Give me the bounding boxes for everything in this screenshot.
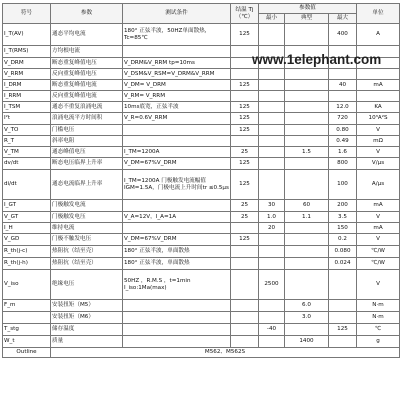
- header-symbol: 符号: [3, 4, 51, 24]
- cell-unit: KA: [357, 102, 400, 113]
- cell-typ: [285, 24, 329, 46]
- cell-unit: ℃/W: [357, 258, 400, 270]
- cell-typ: 3.0: [285, 312, 329, 324]
- cell-param: 断态重复峰值电流: [51, 80, 123, 91]
- table-row: [3, 246, 400, 258]
- cell-tj: [231, 312, 259, 324]
- cell-tj: [231, 300, 259, 312]
- cell-max: [329, 91, 357, 102]
- watermark-text: www.1elephant.com: [252, 52, 382, 67]
- cell-min: [259, 336, 285, 348]
- cell-unit: ℃/W: [357, 246, 400, 258]
- cell-min: [259, 312, 285, 324]
- cell-max: 125: [329, 324, 357, 336]
- cell-param: 热阻抗（结至壳）: [51, 258, 123, 270]
- cell-param: 通态不重复浪涌电流: [51, 102, 123, 113]
- cell-min: [259, 246, 285, 258]
- cell-tj: [231, 223, 259, 234]
- cell-cond: V_DRM&V_RRM tp=10ms: [123, 58, 231, 69]
- cell-unit: g: [357, 336, 400, 348]
- cell-sym: I_T(AV): [3, 24, 51, 46]
- cell-param: 安装扭矩（M5）: [51, 300, 123, 312]
- cell-param: 门极触发电流: [51, 200, 123, 212]
- cell-min: [259, 300, 285, 312]
- cell-tj: [231, 91, 259, 102]
- cell-param: 反向重复峰值电流: [51, 91, 123, 102]
- cell-min: [259, 234, 285, 246]
- cell-param: 反向重复峰值电压: [51, 69, 123, 80]
- cell-unit: mΩ: [357, 136, 400, 147]
- cell-min: [259, 80, 285, 91]
- cell-sym: T_stg: [3, 324, 51, 336]
- cell-sym: di/dt: [3, 170, 51, 200]
- cell-min: [259, 158, 285, 170]
- header-typ: 典型: [285, 14, 329, 24]
- header-values: 参数值: [259, 4, 357, 14]
- cell-sym: R_th(j-h): [3, 258, 51, 270]
- cell-typ: [285, 258, 329, 270]
- cell-cond: 10ms底宽，正弦半波: [123, 102, 231, 113]
- cell-typ: 60: [285, 200, 329, 212]
- cell-typ: 6.0: [285, 300, 329, 312]
- cell-param: 安装扭矩（M6）: [51, 312, 123, 324]
- cell-param: 门极不触发电压: [51, 234, 123, 246]
- cell-unit: [357, 91, 400, 102]
- cell-unit: V: [357, 212, 400, 223]
- cell-typ: [285, 223, 329, 234]
- cell-param: 质量: [51, 336, 123, 348]
- cell-unit: [357, 69, 400, 80]
- cell-tj: [231, 324, 259, 336]
- cell-min: [259, 69, 285, 80]
- cell-sym: R_th(j-c): [3, 246, 51, 258]
- cell-max: [329, 312, 357, 324]
- header-min: 最小: [259, 14, 285, 24]
- cell-cond: [123, 125, 231, 136]
- cell-max: 1.6: [329, 147, 357, 158]
- cell-typ: [285, 324, 329, 336]
- cell-tj: [231, 246, 259, 258]
- cell-tj: 125: [231, 80, 259, 91]
- cell-typ: [285, 125, 329, 136]
- cell-typ: [285, 113, 329, 125]
- table-row: [3, 234, 400, 246]
- cell-cond: [123, 324, 231, 336]
- cell-cond: 180° 正弦半波，单面散热: [123, 246, 231, 258]
- cell-min: [259, 147, 285, 158]
- cell-sym: V_RRM: [3, 69, 51, 80]
- cell-tj: 25: [231, 147, 259, 158]
- table-row: [3, 223, 400, 234]
- table-row: [3, 212, 400, 223]
- cell-sym: V_GD: [3, 234, 51, 246]
- cell-tj: [231, 136, 259, 147]
- cell-sym: W_t: [3, 336, 51, 348]
- cell-min: [259, 258, 285, 270]
- cell-tj: 125: [231, 170, 259, 200]
- cell-sym: F_m: [3, 300, 51, 312]
- cell-param: 浪涌电流平方时间积: [51, 113, 123, 125]
- cell-typ: [285, 246, 329, 258]
- cell-sym: R_T: [3, 136, 51, 147]
- cell-cond: I_TM=1200A: [123, 147, 231, 158]
- cell-typ: [285, 270, 329, 300]
- cell-cond: [123, 223, 231, 234]
- cell-param: 断态电压临界上升率: [51, 158, 123, 170]
- cell-param: 绝缘电压: [51, 270, 123, 300]
- cell-cond: I_TM=1200A 门极触发电流幅值IGM=1.5A，门极电流上升时间tr ≤0.5μs: [123, 170, 231, 200]
- cell-tj: 125: [231, 234, 259, 246]
- cell-unit: mA: [357, 80, 400, 91]
- cell-cond: 50HZ ，R.M.S ，t=1min I_iso:1Ma(max): [123, 270, 231, 300]
- cell-cond: 180° 正弦半波，50HZ单面散热，Tc=85℃: [123, 24, 231, 46]
- cell-param: 维持电流: [51, 223, 123, 234]
- cell-min: [259, 102, 285, 113]
- cell-min: [259, 113, 285, 125]
- cell-param: 斜率电阻: [51, 136, 123, 147]
- table-row: [3, 312, 400, 324]
- cell-max: 0.024: [329, 258, 357, 270]
- cell-cond: V_A=12V，I_A=1A: [123, 212, 231, 223]
- cell-cond: V_DSM&V_RSM=V_DRM&V_RRM: [123, 69, 231, 80]
- cell-unit: 10³A²S: [357, 113, 400, 125]
- outline-label: Outline: [3, 348, 51, 358]
- cell-cond: [123, 46, 231, 58]
- table-row: [3, 113, 400, 125]
- cell-min: [259, 24, 285, 46]
- cell-unit: V: [357, 234, 400, 246]
- cell-min: [259, 136, 285, 147]
- cell-max: [329, 336, 357, 348]
- cell-tj: [231, 270, 259, 300]
- cell-max: 720: [329, 113, 357, 125]
- cell-sym: I_T(RMS): [3, 46, 51, 58]
- cell-max: 12.0: [329, 102, 357, 113]
- cell-sym: I_DRM: [3, 80, 51, 91]
- cell-max: 150: [329, 223, 357, 234]
- cell-cond: [123, 300, 231, 312]
- cell-unit: V: [357, 270, 400, 300]
- table-row: [3, 158, 400, 170]
- table-row: [3, 170, 400, 200]
- cell-unit: N·m: [357, 312, 400, 324]
- table-row: [3, 300, 400, 312]
- cell-unit: ℃: [357, 324, 400, 336]
- cell-cond: [123, 336, 231, 348]
- cell-max: 200: [329, 200, 357, 212]
- cell-min: [259, 170, 285, 200]
- cell-cond: 180° 正弦半波，单面散热: [123, 258, 231, 270]
- cell-max: 0.80: [329, 125, 357, 136]
- cell-max: [329, 300, 357, 312]
- cell-unit: V: [357, 147, 400, 158]
- table-row: [3, 24, 400, 46]
- cell-param: 断态重复峰值电压: [51, 58, 123, 69]
- cell-max: 0.2: [329, 234, 357, 246]
- cell-max: 40: [329, 80, 357, 91]
- cell-max: 800: [329, 158, 357, 170]
- cell-typ: 1.1: [285, 212, 329, 223]
- cell-param: 储存温度: [51, 324, 123, 336]
- header-parameter: 参数: [51, 4, 123, 24]
- cell-tj: 125: [231, 125, 259, 136]
- cell-unit: A/μs: [357, 170, 400, 200]
- outline-value: M562、M562S: [51, 348, 400, 358]
- cell-tj: 125: [231, 102, 259, 113]
- cell-min: 20: [259, 223, 285, 234]
- table-row: [3, 80, 400, 91]
- cell-param: 方均根电流: [51, 46, 123, 58]
- cell-max: 3.5: [329, 212, 357, 223]
- cell-tj: 125: [231, 24, 259, 46]
- cell-sym: V_DRM: [3, 58, 51, 69]
- cell-typ: [285, 136, 329, 147]
- table-row: [3, 200, 400, 212]
- table-row: [3, 91, 400, 102]
- cell-typ: [285, 102, 329, 113]
- table-row: [3, 136, 400, 147]
- cell-cond: V_RM= V_RRM: [123, 91, 231, 102]
- cell-tj: 25: [231, 200, 259, 212]
- cell-cond: [123, 200, 231, 212]
- cell-sym: dv/dt: [3, 158, 51, 170]
- cell-param: 通态峰值电压: [51, 147, 123, 158]
- cell-typ: 1.5: [285, 147, 329, 158]
- cell-tj: [231, 69, 259, 80]
- cell-typ: 1400: [285, 336, 329, 348]
- cell-min: 30: [259, 200, 285, 212]
- cell-min: 2500: [259, 270, 285, 300]
- cell-typ: [285, 69, 329, 80]
- cell-sym: I_TSM: [3, 102, 51, 113]
- cell-typ: [285, 170, 329, 200]
- cell-sym: I_RRM: [3, 91, 51, 102]
- cell-min: -40: [259, 324, 285, 336]
- header-tj: 结温 Tj（℃）: [231, 4, 259, 24]
- cell-sym: V_iso: [3, 270, 51, 300]
- cell-sym: I_H: [3, 223, 51, 234]
- cell-unit: N·m: [357, 300, 400, 312]
- spec-rows: [3, 24, 400, 348]
- cell-tj: [231, 336, 259, 348]
- table-row: [3, 324, 400, 336]
- cell-cond: V_DM=67%V_DRM: [123, 234, 231, 246]
- cell-tj: 25: [231, 212, 259, 223]
- cell-sym: I_GT: [3, 200, 51, 212]
- cell-param: 门槛电压: [51, 125, 123, 136]
- cell-sym: V_TO: [3, 125, 51, 136]
- cell-typ: [285, 80, 329, 91]
- cell-cond: V_DM= V_DRM: [123, 80, 231, 91]
- cell-max: [329, 270, 357, 300]
- cell-unit: A: [357, 24, 400, 46]
- cell-typ: [285, 158, 329, 170]
- cell-cond: [123, 312, 231, 324]
- cell-unit: V: [357, 125, 400, 136]
- cell-cond: V_DM=67%V_DRM: [123, 158, 231, 170]
- table-row: [3, 125, 400, 136]
- cell-cond: V_R=0.6V_RRM: [123, 113, 231, 125]
- cell-param: 通态平均电流: [51, 24, 123, 46]
- cell-max: 400: [329, 24, 357, 46]
- cell-tj: [231, 258, 259, 270]
- table-row: [3, 147, 400, 158]
- table-row: [3, 102, 400, 113]
- cell-min: 1.0: [259, 212, 285, 223]
- cell-max: 100: [329, 170, 357, 200]
- cell-sym: V_TM: [3, 147, 51, 158]
- table-row: [3, 258, 400, 270]
- table-row: [3, 336, 400, 348]
- cell-unit: mA: [357, 200, 400, 212]
- cell-typ: [285, 91, 329, 102]
- cell-max: [329, 69, 357, 80]
- table-row: [3, 69, 400, 80]
- cell-max: 0.49: [329, 136, 357, 147]
- cell-tj: 125: [231, 113, 259, 125]
- cell-typ: [285, 234, 329, 246]
- cell-min: [259, 91, 285, 102]
- cell-tj: 125: [231, 158, 259, 170]
- table-row: [3, 270, 400, 300]
- cell-param: 门极触发电压: [51, 212, 123, 223]
- cell-unit: V/μs: [357, 158, 400, 170]
- cell-sym: I²t: [3, 113, 51, 125]
- cell-sym: [3, 312, 51, 324]
- header-unit: 单位: [357, 4, 400, 24]
- header-conditions: 测试条件: [123, 4, 231, 24]
- cell-unit: mA: [357, 223, 400, 234]
- cell-sym: V_GT: [3, 212, 51, 223]
- cell-param: 通态电流临界上升率: [51, 170, 123, 200]
- cell-cond: [123, 136, 231, 147]
- cell-param: 热阻抗（结至壳）: [51, 246, 123, 258]
- cell-max: 0.080: [329, 246, 357, 258]
- header-max: 最大: [329, 14, 357, 24]
- cell-min: [259, 125, 285, 136]
